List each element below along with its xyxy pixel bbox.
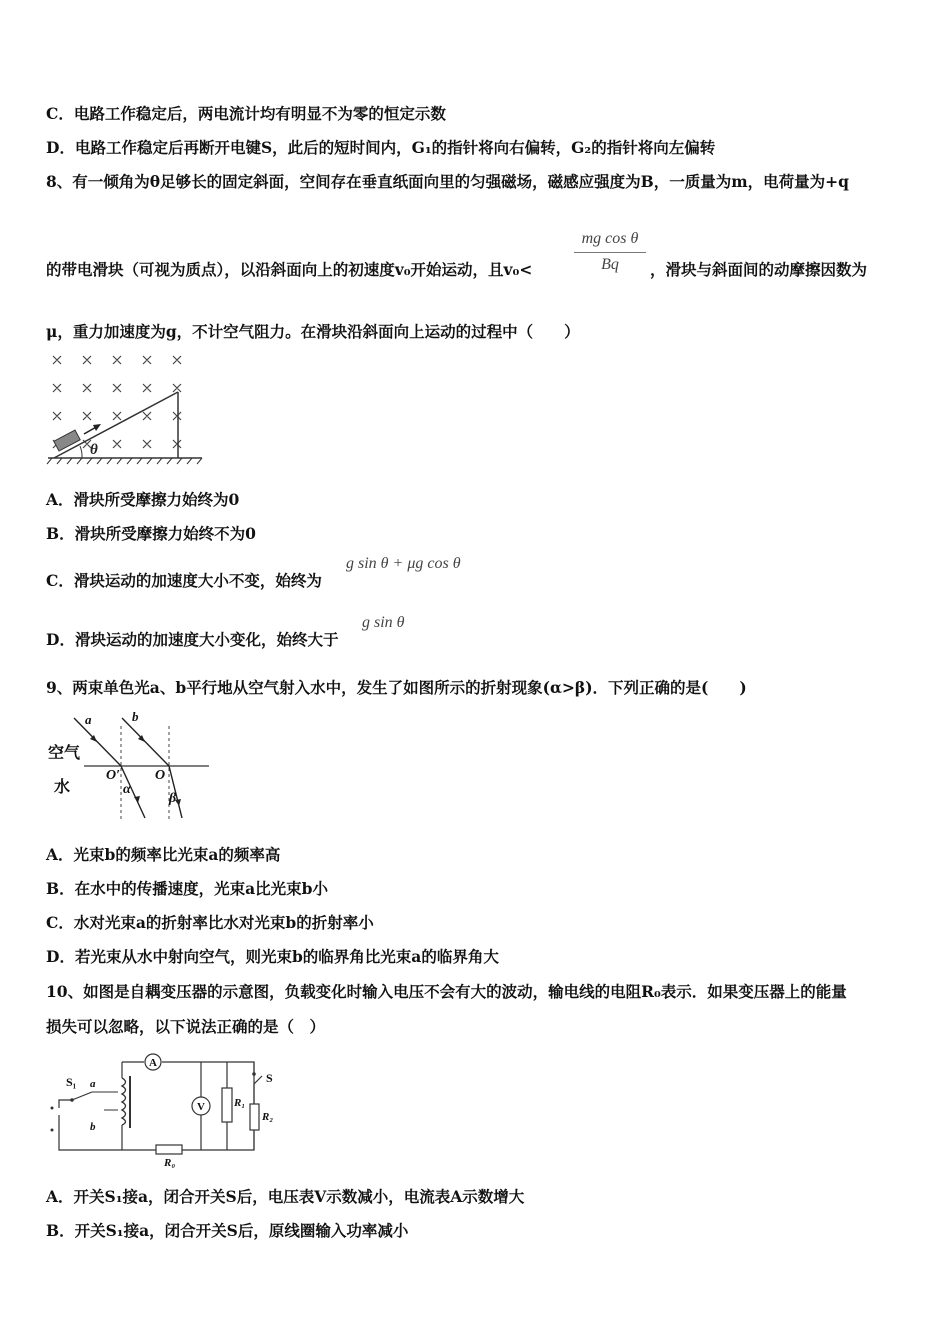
r0-label: R₀ — [164, 1157, 176, 1169]
q7-option-d: D．电路工作稳定后再断开电键S，此后的短时间内，G₁的指针将向右偏转，G₂的指针将向左偏转 — [46, 138, 716, 157]
water-label: 水 — [54, 779, 71, 796]
q8-stem-line2-tail: ，滑块与斜面间的动摩擦因数为 — [650, 260, 868, 279]
switch-s1-label: S₁ — [66, 1075, 77, 1089]
q8-stem-line2 — [46, 258, 532, 280]
q8-incline-figure — [44, 350, 209, 470]
resistor-r2 — [250, 1104, 259, 1130]
incline-plane — [48, 392, 202, 458]
slider-block — [54, 430, 80, 451]
angle-arc — [80, 446, 82, 458]
voltmeter-label: V — [197, 1101, 205, 1113]
q8-stem-line2-text: 的带电滑块（可视为质点），以沿斜面向上的初速度v₀开始运动，且v₀< — [46, 260, 533, 279]
q9-refraction-figure — [44, 706, 214, 826]
q9-option-d: D．若光束从水中射向空气，则光束b的临界角比光束a的临界角大 — [46, 947, 499, 966]
beta-label: β — [169, 791, 177, 806]
q8-fraction-denominator: Bq — [574, 252, 646, 274]
q8-option-b: B．滑块所受摩擦力始终不为0 — [46, 524, 256, 543]
switch-s-contact — [252, 1072, 256, 1076]
switch-s-label: S — [266, 1071, 273, 1085]
q8-fraction-numerator: mg cos θ — [581, 230, 639, 247]
resistor-r1 — [222, 1088, 232, 1122]
velocity-arrow — [84, 424, 101, 434]
input-terminal-2 — [51, 1129, 54, 1132]
q8-option-c-formula: g sin θ + μg cos θ — [346, 555, 461, 572]
transformer-coil — [122, 1078, 126, 1125]
point-o: O — [155, 768, 166, 783]
tap-leads — [92, 1092, 118, 1110]
tap-a-label: a — [90, 1078, 96, 1090]
ground-hatching — [47, 458, 202, 464]
r1-label: R₁ — [234, 1097, 246, 1109]
air-label: 空气 — [48, 745, 81, 762]
q7-option-c: C．电路工作稳定后，两电流计均有明显不为零的恒定示数 — [46, 104, 446, 123]
q10-option-a: A．开关S₁接a，闭合开关S后，电压表V示数减小，电流表A示数增大 — [46, 1187, 525, 1206]
q10-transformer-circuit — [44, 1050, 294, 1175]
q8-stem-line3: μ，重力加速度为g，不计空气阻力。在滑块沿斜面向上运动的过程中（ ） — [46, 322, 580, 341]
q10-option-b: B．开关S₁接a，闭合开关S后，原线圈输入功率减小 — [46, 1221, 409, 1240]
switch-s — [254, 1070, 262, 1084]
q8-fraction — [574, 230, 646, 274]
q9-option-b: B．在水中的传播速度，光束a比光束b小 — [46, 879, 328, 898]
q8-option-a: A．滑块所受摩擦力始终为0 — [46, 490, 240, 509]
ray-b-label: b — [132, 709, 139, 724]
point-o-prime: O′ — [106, 768, 121, 783]
q10-stem-line1: 10、如图是自耦变压器的示意图，负载变化时输入电压不会有大的波动，输电线的电阻R₀表示．如果变压器上的能量 — [46, 982, 847, 1001]
alpha-label: α — [123, 782, 131, 797]
q8-option-c: C．滑块运动的加速度大小不变，始终为 — [46, 571, 322, 590]
q8-option-d: D．滑块运动的加速度大小变化，始终大于 — [46, 630, 339, 649]
switch-s1-pivot — [70, 1098, 74, 1102]
ray-a-label: a — [85, 712, 92, 727]
q10-stem-line2: 损失可以忽略，以下说法正确的是（ ） — [46, 1017, 326, 1036]
ammeter-label: A — [149, 1057, 157, 1069]
q8-stem-line1: 8、有一倾角为θ足够长的固定斜面，空间存在垂直纸面向里的匀强磁场，磁感应强度为B，一质量为m，电荷量为+q — [46, 172, 849, 191]
theta-label: θ — [90, 442, 98, 458]
tap-b-label: b — [90, 1121, 96, 1133]
q9-stem: 9、两束单色光a、b平行地从空气射入水中，发生了如图所示的折射现象(α>β)．下列正确的是( ) — [46, 678, 747, 697]
resistor-r0 — [156, 1145, 182, 1154]
q8-option-d-formula: g sin θ — [362, 614, 405, 631]
q9-option-a: A．光束b的频率比光束a的频率高 — [46, 845, 281, 864]
q9-option-c: C．水对光束a的折射率比水对光束b的折射率小 — [46, 913, 374, 932]
input-terminal-1 — [51, 1107, 54, 1110]
r2-label: R₂ — [262, 1111, 274, 1123]
